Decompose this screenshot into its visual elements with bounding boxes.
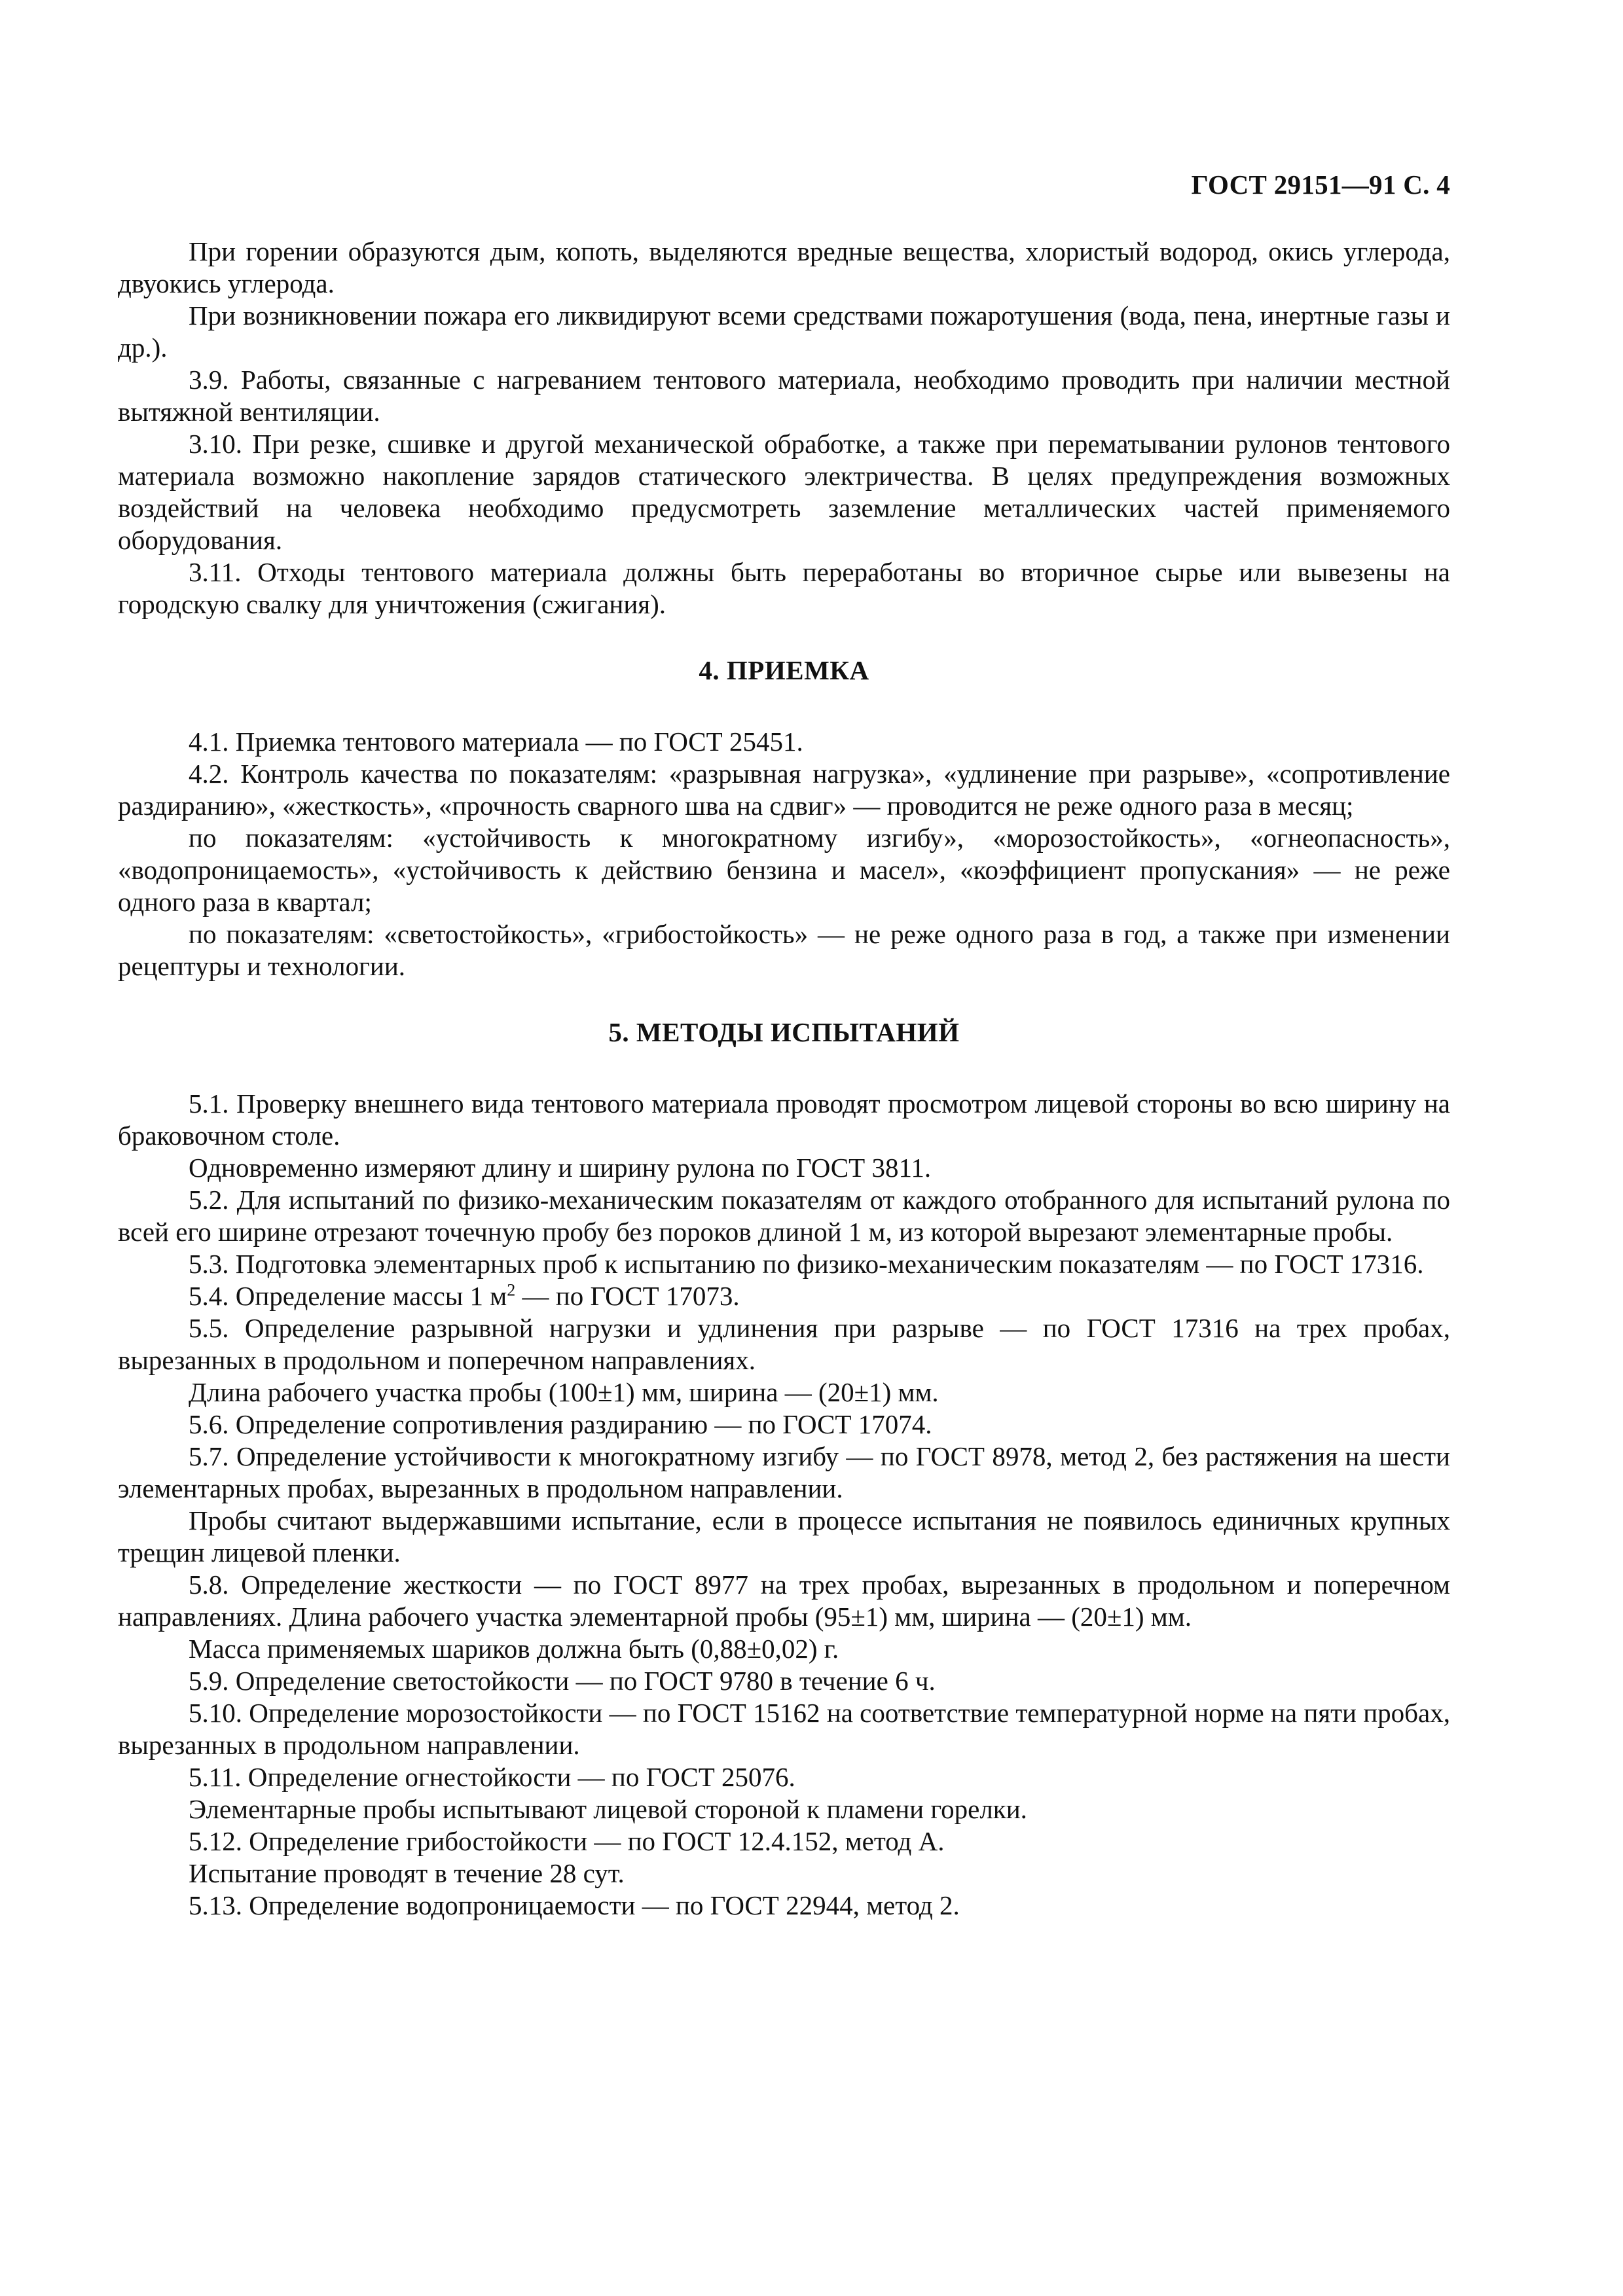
paragraph-5-3: 5.3. Подготовка элементарных проб к испытанию по физико-механическим показателям — по ГОСТ 17316. bbox=[189, 1249, 1424, 1279]
paragraph-3-11: 3.11. Отходы тентового материала должны быть переработаны во вторичное сырье или вывезены на городскую свалку для уничтожения (сжигания). bbox=[118, 557, 1450, 619]
paragraph-5-2: 5.2. Для испытаний по физико-механическим показателям от каждого отобранного для испытаний рулона по всей его ширине отрезают точечную пробу без пороков длиной 1 м, из которой вырезают элементарные пробы. bbox=[118, 1185, 1450, 1247]
paragraph: Элементарные пробы испытывают лицевой стороной к пламени горелки. bbox=[189, 1794, 1027, 1824]
paragraph-5-8: 5.8. Определение жесткости — по ГОСТ 8977 на трех пробах, вырезанных в продольном и поперечном направлениях. Длина рабочего участка элементарной пробы (95±1) мм, ширина — (20±1) мм. bbox=[118, 1570, 1450, 1632]
paragraph-3-10: 3.10. При резке, сшивке и другой механической обработке, а также при перематывании рулонов тентового материала возможно накопление зарядов статического электричества. В целях предупреждения возможных воздействий на человека необходимо предусмотреть заземление металлических частей применяемого оборудования. bbox=[118, 429, 1450, 555]
paragraph: Пробы считают выдержавшими испытание, если в процессе испытания не появилось единичных крупных трещин лицевой пленки. bbox=[118, 1505, 1450, 1568]
section-heading-test-methods: 5. МЕТОДЫ ИСПЫТАНИЙ bbox=[608, 1017, 960, 1047]
paragraph-4-1: 4.1. Приемка тентового материала — по ГОСТ 25451. bbox=[189, 726, 803, 757]
paragraph-3-9: 3.9. Работы, связанные с нагреванием тентового материала, необходимо проводить при наличии местной вытяжной вентиляции. bbox=[118, 365, 1450, 427]
paragraph-5-10: 5.10. Определение морозостойкости — по ГОСТ 15162 на соответствие температурной норме на пяти пробах, вырезанных в продольном направлении. bbox=[118, 1698, 1450, 1760]
superscript: 2 bbox=[507, 1280, 516, 1300]
paragraph: по показателям: «светостойкость», «грибостойкость» — не реже одного раза в год, а также при изменении рецептуры и технологии. bbox=[118, 919, 1450, 981]
paragraph-5-1: 5.1. Проверку внешнего вида тентового материала проводят просмотром лицевой стороны во всю ширину на браковочном столе. bbox=[118, 1088, 1450, 1151]
paragraph-5-11: 5.11. Определение огнестойкости — по ГОСТ 25076. bbox=[189, 1762, 795, 1792]
paragraph: Длина рабочего участка пробы (100±1) мм, ширина — (20±1) мм. bbox=[189, 1377, 939, 1407]
paragraph-5-9: 5.9. Определение светостойкости — по ГОСТ 9780 в течение 6 ч. bbox=[189, 1666, 936, 1696]
paragraph: по показателям: «устойчивость к многократному изгибу», «морозостойкость», «огнеопасность», «водопроницаемость», «устойчивость к действию бензина и масел», «коэффициент пропускания» — не реже одного раза в квартал; bbox=[118, 823, 1450, 917]
paragraph-5-4 bbox=[118, 1280, 1450, 1312]
paragraph: При возникновении пожара его ликвидируют всеми средствами пожаротушения (вода, пена, инертные газы и др.). bbox=[118, 300, 1450, 363]
paragraph-5-12: 5.12. Определение грибостойкости — по ГОСТ 12.4.152, метод А. bbox=[189, 1826, 945, 1856]
document-body bbox=[118, 236, 1450, 1922]
paragraph: Одновременно измеряют длину и ширину рулона по ГОСТ 3811. bbox=[189, 1153, 932, 1183]
paragraph: При горении образуются дым, копоть, выделяются вредные вещества, хлористый водород, окись углерода, двуокись углерода. bbox=[118, 236, 1450, 298]
running-header: ГОСТ 29151—91 С. 4 bbox=[1191, 170, 1450, 200]
paragraph-4-2: 4.2. Контроль качества по показателям: «разрывная нагрузка», «удлинение при разрыве», «сопротивление раздиранию», «жесткость», «прочность сварного шва на сдвиг» — проводится не реже одного раза в месяц; bbox=[118, 759, 1450, 821]
paragraph-5-4-text-end: — по ГОСТ 17073. bbox=[515, 1281, 740, 1311]
paragraph-5-5: 5.5. Определение разрывной нагрузки и удлинения при разрыве — по ГОСТ 17316 на трех пробах, вырезанных в продольном и поперечном направлениях. bbox=[118, 1313, 1450, 1375]
section-heading-acceptance: 4. ПРИЕМКА bbox=[699, 655, 869, 685]
paragraph: Масса применяемых шариков должна быть (0,88±0,02) г. bbox=[189, 1634, 839, 1664]
paragraph-5-6: 5.6. Определение сопротивления раздиранию — по ГОСТ 17074. bbox=[189, 1409, 932, 1439]
paragraph-5-7: 5.7. Определение устойчивости к многократному изгибу — по ГОСТ 8978, метод 2, без растяжения на шести элементарных пробах, вырезанных в продольном направлении. bbox=[118, 1441, 1450, 1503]
paragraph-5-13: 5.13. Определение водопроницаемости — по ГОСТ 22944, метод 2. bbox=[189, 1890, 960, 1920]
paragraph-5-4-text: 5.4. Определение массы 1 м bbox=[189, 1281, 507, 1311]
paragraph: Испытание проводят в течение 28 сут. bbox=[189, 1858, 625, 1888]
